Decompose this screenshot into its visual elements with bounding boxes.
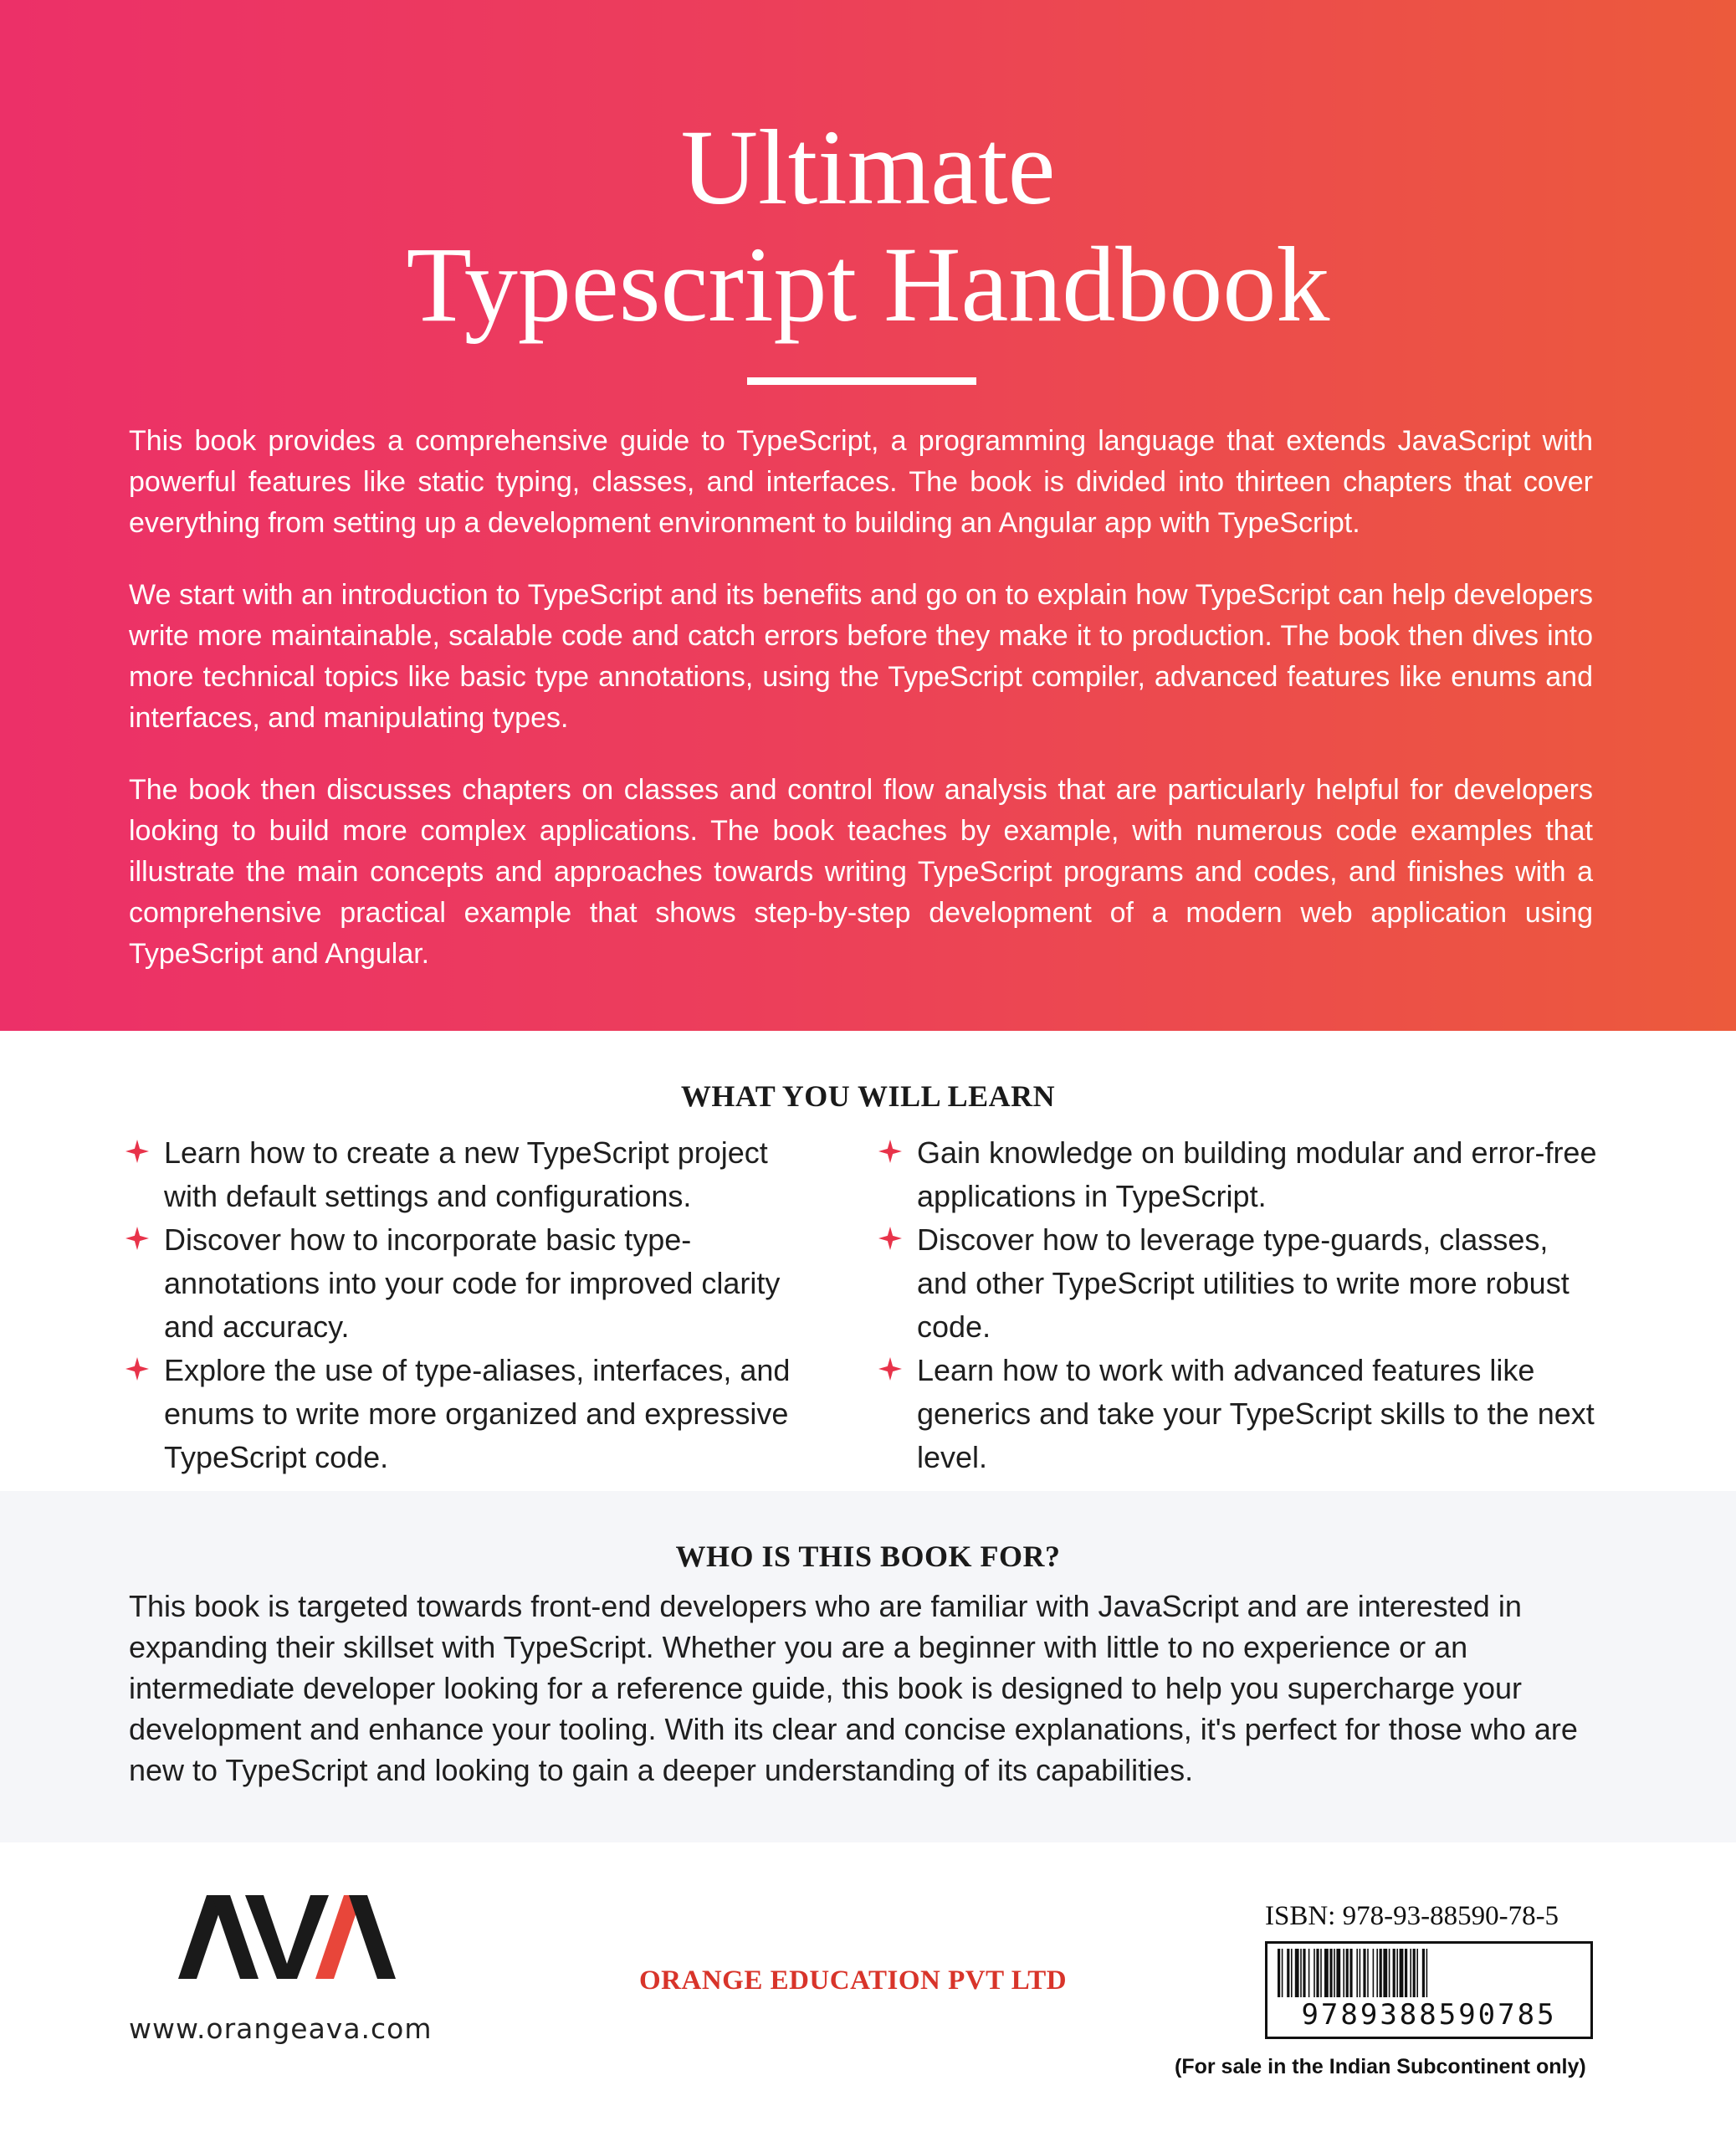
learn-item [125, 1349, 812, 1479]
barcode-bar [1413, 1949, 1416, 1997]
learn-item [878, 1349, 1598, 1479]
barcode-bar [1282, 1949, 1283, 1997]
barcode-bar [1324, 1949, 1329, 1997]
barcode-bars [1278, 1949, 1583, 1997]
learn-item [125, 1131, 812, 1218]
book-title-line-2: Typescript Handbook [406, 225, 1330, 344]
barcode-digits: 9789388590785 [1301, 1998, 1557, 2032]
title-divider [747, 377, 976, 385]
barcode-bar [1329, 1949, 1332, 1997]
barcode-bar [1349, 1949, 1352, 1997]
ava-logo-mark [178, 1895, 396, 1979]
four-point-star-icon [125, 1140, 149, 1163]
barcode-bar [1422, 1949, 1425, 1997]
barcode-bar [1396, 1949, 1398, 1997]
learn-item-text: Gain knowledge on building modular and error-free applications in TypeScript. [917, 1135, 1597, 1213]
barcode-bar [1373, 1949, 1375, 1997]
barcode-bar [1320, 1949, 1322, 1997]
learn-list-right [878, 1131, 1598, 1479]
barcode-bar [1363, 1949, 1365, 1997]
publisher-website[interactable]: www.orangeava.com [129, 2012, 433, 2045]
book-title-line-1: Ultimate [680, 108, 1056, 227]
who-paragraph: This book is targeted towards front-end developers who are familiar with JavaScript and are interested in expanding their skillset with TypeScript. Whether you are a beginner with little to no experience or an intermediate developer looking for a reference guide, this book is designed to help you supercharge your development and enhance your tooling. With its clear and concise explanations, it's perfect for those who are new to TypeScript and looking to gain a deeper understanding of its capabilities. [129, 1589, 1578, 1787]
learn-item [878, 1131, 1598, 1218]
learn-item-text: Learn how to work with advanced features like generics and take your TypeScript skills to the next level. [917, 1353, 1595, 1474]
barcode-bar [1336, 1949, 1340, 1997]
barcode-bar [1316, 1949, 1319, 1997]
barcode-bar [1356, 1949, 1358, 1997]
barcode-bar [1367, 1949, 1369, 1997]
isbn-barcode [1265, 1941, 1593, 2039]
barcode-bar [1295, 1949, 1299, 1997]
barcode-bar [1389, 1949, 1390, 1997]
barcode-bar [1334, 1949, 1335, 1997]
barcode-bar [1300, 1949, 1302, 1997]
four-point-star-icon [878, 1357, 902, 1381]
barcode-bar [1410, 1949, 1411, 1997]
ava-logo [178, 1895, 396, 1979]
barcode-bar [1426, 1949, 1428, 1997]
barcode-bar [1303, 1949, 1305, 1997]
four-point-star-icon [878, 1227, 902, 1250]
barcode-bar [1308, 1949, 1310, 1997]
barcode-bar [1343, 1949, 1344, 1997]
publisher-name: ORANGE EDUCATION PVT LTD [639, 1965, 1068, 1996]
isbn-label: ISBN: 978-93-88590-78-5 [1265, 1901, 1559, 1931]
learn-list-left [125, 1131, 812, 1479]
four-point-star-icon [125, 1227, 149, 1250]
learn-item-text: Discover how to incorporate basic type-annotations into your code for improved clarity and accuracy. [164, 1222, 781, 1344]
barcode-bar [1287, 1949, 1289, 1997]
sale-region-note: (For sale in the Indian Subcontinent only) [1175, 2055, 1586, 2078]
barcode-bar [1376, 1949, 1378, 1997]
learn-item [125, 1218, 812, 1349]
barcode-bar [1346, 1949, 1349, 1997]
learn-item-text: Learn how to create a new TypeScript project with default settings and configurations. [164, 1135, 768, 1213]
description-paragraph-2: We start with an introduction to TypeScript and its benefits and go on to explain how TypeScript can help developers write more maintainable, scalable code and catch errors before they make it to production. The book then dives into more technical topics like basic type annotations, using the TypeScript compiler, advanced features like enums and interfaces, and manipulating types. [129, 579, 1593, 734]
four-point-star-icon [125, 1357, 149, 1381]
barcode-bar [1400, 1949, 1404, 1997]
four-point-star-icon [878, 1140, 902, 1163]
who-heading: WHO IS THIS BOOK FOR? [675, 1540, 1061, 1573]
barcode-bar [1380, 1949, 1382, 1997]
barcode-bar [1314, 1949, 1315, 1997]
description-paragraph-3: The book then discusses chapters on classes and control flow analysis that are particularly helpful for developers looking to build more complex applications. The book teaches by example, with numerous code examples that illustrate the main concepts and approaches towards writing TypeScript programs and codes, and finishes with a comprehensive practical example that shows step-by-step development of a modern web application using TypeScript and Angular. [129, 774, 1593, 970]
barcode-bar [1405, 1949, 1407, 1997]
learn-item [878, 1218, 1598, 1349]
barcode-bar [1393, 1949, 1395, 1997]
barcode-bar [1278, 1949, 1280, 1997]
description-paragraph-1: This book provides a comprehensive guide to TypeScript, a programming language that extends JavaScript with powerful features like static typing, classes, and interfaces. The book is divided into thirteen chapters that cover everything from setting up a development environment to building an Angular app with TypeScript. [129, 425, 1593, 539]
learn-item-text: Discover how to leverage type-guards, classes, and other TypeScript utilities to write more robust code. [917, 1222, 1570, 1344]
learn-heading: WHAT YOU WILL LEARN [680, 1079, 1056, 1113]
barcode-bar [1416, 1949, 1418, 1997]
barcode-bar [1383, 1949, 1387, 1997]
barcode-bar [1360, 1949, 1361, 1997]
learn-item-text: Explore the use of type-aliases, interfaces, and enums to write more organized and expressive TypeScript code. [164, 1353, 791, 1474]
barcode-bar [1291, 1949, 1293, 1997]
